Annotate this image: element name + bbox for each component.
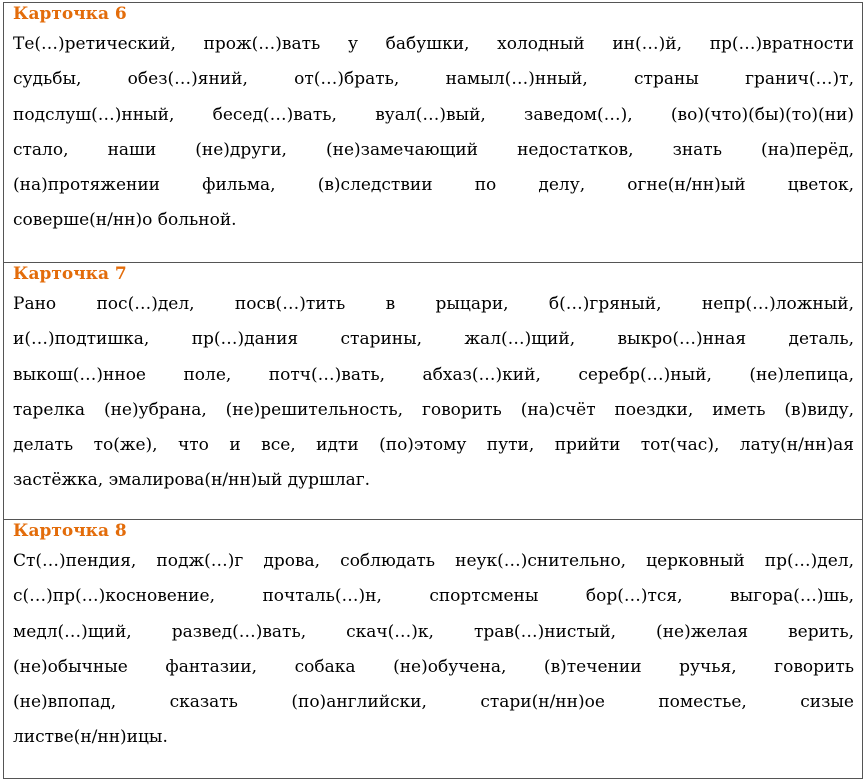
- text-line: Ст(…)пендия, подж(…)г дрова, соблюдать неук(…)снительно, церковный пр(…)дел,: [13, 551, 854, 571]
- cards-table: [3, 2, 863, 779]
- text-line: (не)обычные фантазии, собака (не)обучена, (в)течении ручья, говорить: [13, 656, 854, 677]
- text-line: застёжка, эмалирова(н/нн)ый дуршлаг.: [13, 470, 371, 491]
- card-8: [4, 520, 862, 778]
- text-line: Те(…)ретический, прож(…)вать у бабушки, холодный ин(…)й, пр(…)вратности: [13, 34, 854, 54]
- text-line: стало, наши (не)други, (не)замечающий недостатков, знать (на)перёд,: [13, 139, 854, 160]
- text-line: и(…)подтишка, пр(…)дания старины, жал(…)щий, выкро(…)нная деталь,: [13, 329, 854, 350]
- text-line: медл(…)щий, развед(…)вать, скач(…)к, трав(…)нистый, (не)желая верить,: [13, 621, 854, 642]
- card-7: [4, 263, 862, 520]
- text-line: (не)впопад, сказать (по)английски, стари(н/нн)ое поместье, сизые: [13, 692, 854, 713]
- card-title: Карточка 6: [13, 4, 127, 24]
- text-line: с(…)пр(…)косновение, почталь(…)н, спортсмены бор(…)тся, выгора(…)шь,: [13, 586, 854, 607]
- text-line: тарелка (не)убрана, (не)решительность, говорить (на)счёт поездки, иметь (в)виду,: [13, 399, 854, 420]
- text-line: (на)протяжении фильма, (в)следствии по делу, огне(н/нн)ый цветок,: [13, 175, 854, 196]
- text-line: соверше(н/нн)о больной.: [13, 210, 237, 231]
- card-text: [13, 542, 854, 756]
- card-text: [13, 25, 854, 239]
- card-6: [4, 3, 862, 263]
- card-title: Карточка 7: [13, 264, 127, 284]
- text-line: подслуш(…)нный, бесед(…)вать, вуал(…)вый, заведом(…), (во)(что)(бы)(то)(ни): [13, 104, 854, 125]
- text-line: судьбы, обез(…)яний, от(…)брать, намыл(…)нный, страны гранич(…)т,: [13, 69, 854, 90]
- card-title: Карточка 8: [13, 521, 127, 541]
- text-line: делать то(же), что и все, идти (по)этому пути, прийти тот(час), лату(н/нн)ая: [13, 435, 854, 456]
- text-line: выкош(…)нное поле, потч(…)вать, абхаз(…)кий, серебр(…)ный, (не)лепица,: [13, 364, 854, 385]
- text-line: Рано пос(…)дел, посв(…)тить в рыцари, б(…)гряный, непр(…)ложный,: [13, 294, 854, 314]
- card-text: [13, 285, 854, 499]
- text-line: листве(н/нн)ицы.: [13, 727, 168, 748]
